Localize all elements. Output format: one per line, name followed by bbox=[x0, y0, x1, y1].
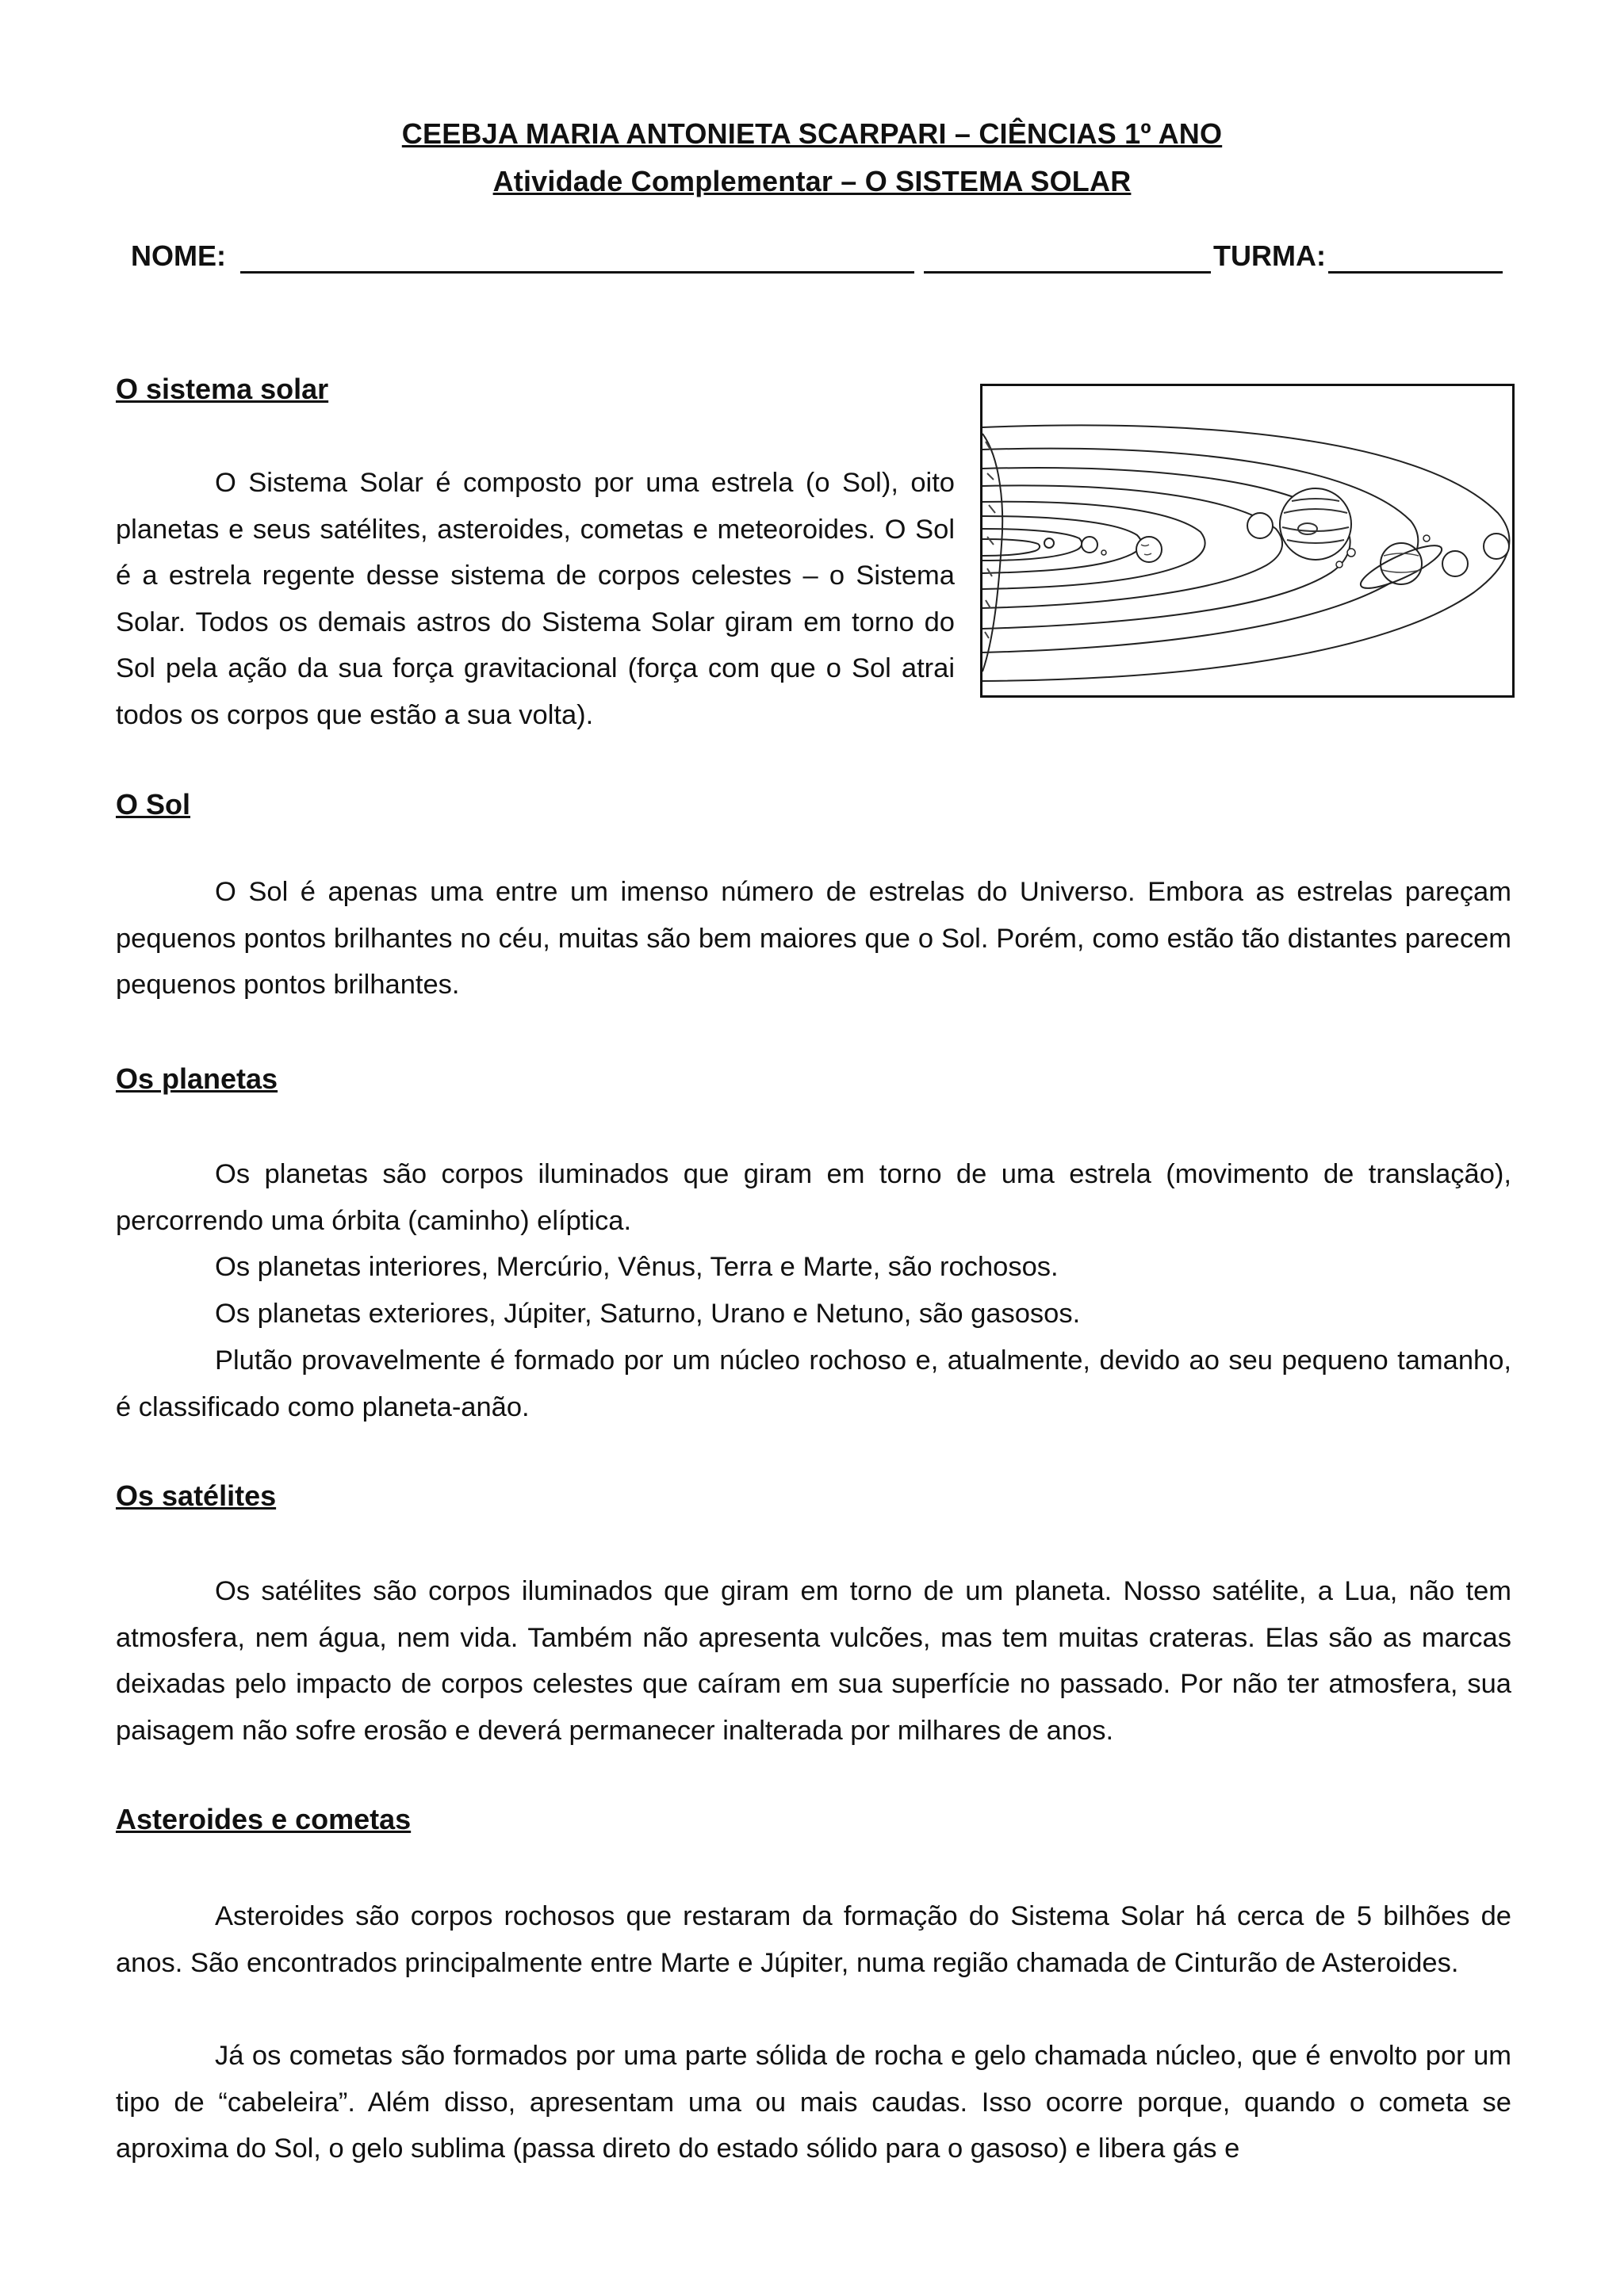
section-title-sun: O Sol bbox=[116, 788, 191, 821]
section-title-satellites: Os satélites bbox=[116, 1479, 277, 1512]
name-label: NOME: bbox=[131, 239, 226, 272]
paragraph-planets-3: Os planetas exteriores, Júpiter, Saturno, Urano e Netuno, são gasosos. bbox=[215, 1299, 1081, 1329]
section-title-solar-system: O sistema solar bbox=[116, 373, 329, 405]
paragraph-sun: O Sol é apenas uma entre um imenso número de estrelas do Universo. Embora as estrelas pareçam pequenos pontos brilhantes no céu, muitas são bem maiores que o Sol. Porém, como estão tão distantes parecem pequenos pontos brilhantes. bbox=[116, 877, 1511, 1000]
name-class-bar bbox=[131, 239, 1503, 277]
paragraph-solar-system: O Sistema Solar é composto por uma estrela (o Sol), oito planetas e seus satélites, asteroides, cometas e meteoroides. O Sol é a estrela regente desse sistema de corpos celestes – o Sistema Solar. Todos os demais astros do Sistema Solar giram em torno do Sol pela ação da sua força gravitacional (força com que o Sol atrai todos os corpos que estão a sua volta). bbox=[116, 468, 955, 730]
paragraph-planets-4: Plutão provavelmente é formado por um núcleo rochoso e, atualmente, devido ao seu pequeno tamanho, é classificado como planeta-anão. bbox=[116, 1345, 1511, 1422]
paragraph-satellites: Os satélites são corpos iluminados que giram em torno de um planeta. Nosso satélite, a Lua, não tem atmosfera, nem água, nem vida. Também não apresenta vulcões, mas tem muitas crateras. Elas são as marcas deixadas pelo impacto de corpos celestes que caíram em sua superfície no passado. Por não ter atmosfera, sua paisagem não sofre erosão e deverá permanecer inalterada por milhares de anos. bbox=[116, 1576, 1511, 1746]
paragraph-comets: Já os cometas são formados por uma parte sólida de rocha e gelo chamada núcleo, que é envolto por um tipo de “cabeleira”. Além disso, apresentam uma ou mais caudas. Isso ocorre porque, quando o cometa se aproxima do Sol, o gelo sublima (passa direto do estado sólido para o gasoso) e libera gás e bbox=[116, 2041, 1511, 2164]
school-title: CEEBJA MARIA ANTONIETA SCARPARI – CIÊNCIAS 1º ANO bbox=[401, 117, 1223, 150]
paragraph-asteroids: Asteroides são corpos rochosos que restaram da formação do Sistema Solar há cerca de 5 bilhões de anos. São encontrados principalmente entre Marte e Júpiter, numa região chamada de Cinturão de Asteroides. bbox=[116, 1901, 1511, 1978]
paragraph-planets-2: Os planetas interiores, Mercúrio, Vênus, Terra e Marte, são rochosos. bbox=[215, 1252, 1059, 1282]
class-label: TURMA: bbox=[1213, 239, 1326, 272]
section-title-asteroids-comets: Asteroides e cometas bbox=[116, 1803, 412, 1835]
class-field[interactable] bbox=[1328, 271, 1503, 274]
solar-system-figure bbox=[980, 384, 1515, 698]
name-field-extension[interactable] bbox=[924, 271, 1211, 274]
activity-title: Atividade Complementar – O SISTEMA SOLAR bbox=[492, 165, 1132, 197]
section-title-planets: Os planetas bbox=[116, 1062, 278, 1095]
name-field[interactable] bbox=[240, 271, 914, 274]
paragraph-planets-1: Os planetas são corpos iluminados que giram em torno de uma estrela (movimento de translação), percorrendo uma órbita (caminho) elíptica. bbox=[116, 1159, 1511, 1236]
solar-system-diagram-icon bbox=[982, 386, 1512, 695]
